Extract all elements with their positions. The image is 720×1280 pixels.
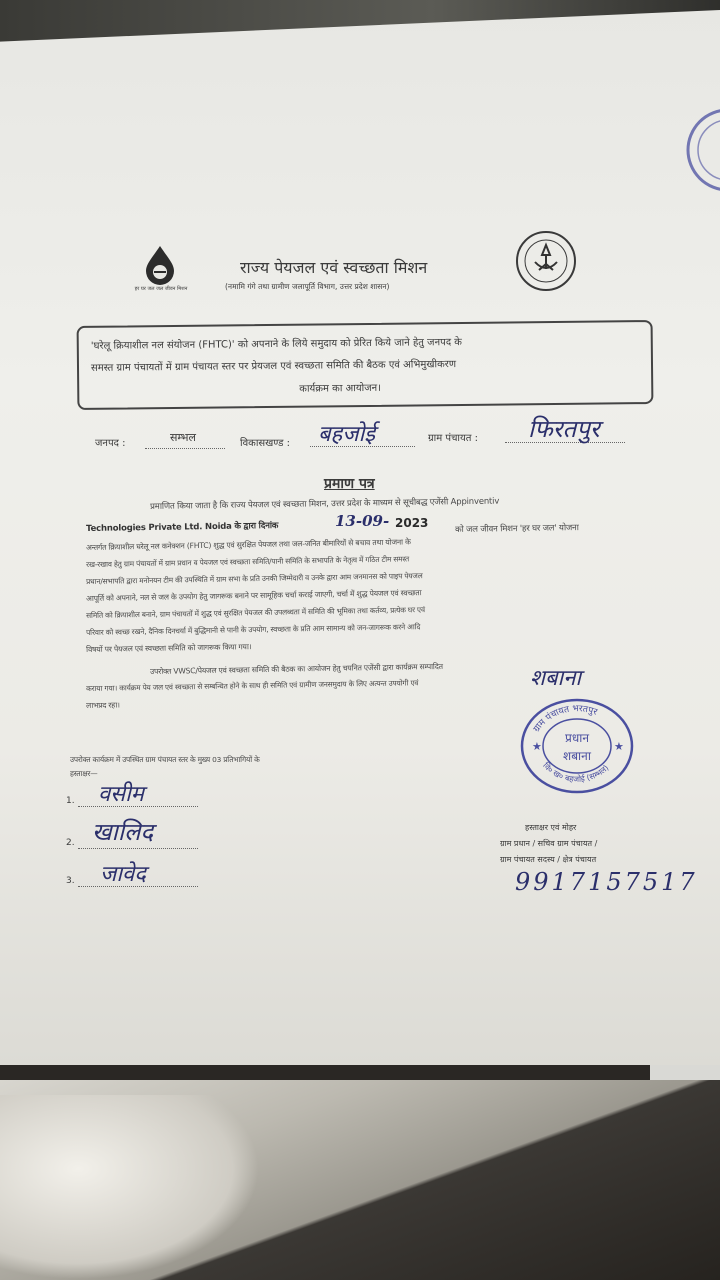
para1-line-8: परिवार को स्वच्छ रखने, दैनिक दिनचर्या में बुद्धिमानी से पानी के उपयोग, स्वच्छता के प्रति आम सामान्य को जन-जागरूक करने आदि (86, 622, 421, 637)
participants-signature-label: हस्ताक्षर— (70, 769, 98, 778)
participant-3-signature: जावेद (100, 862, 146, 887)
participant-2-signature: खालिद (92, 818, 154, 846)
para1-line-1: प्रमाणित किया जाता है कि राज्य पेयजल एवं स्वच्छता मिशन, उत्तर प्रदेश के माध्यम से सूचीबद्ध एजेंसी Appinventiv (150, 496, 500, 512)
para2-line-3: लाभप्रद रहा। (86, 700, 120, 710)
banner-line-2: समस्त ग्राम पंचायतों में ग्राम पंचायत स्तर पर प्रेयजल एवं स्वच्छता समिति की बैठक एवं अभिमुखीकरण (90, 359, 457, 374)
svg-text:★: ★ (614, 740, 624, 753)
janpad-value: सम्भल (170, 431, 196, 444)
pradhan-handwritten-name: शबाना (530, 666, 582, 691)
signature-label-2: ग्राम प्रधान / सचिव ग्राम पंचायत / (500, 839, 598, 848)
para1-line-4: रख-रखाव हेतु ग्राम पंचायतों में ग्राम प्रधान व पेयजल एवं स्वच्छता समिति/पानी समिति के सभापति के नेतृत्व में गठित टीम समस्त (86, 554, 410, 569)
date-handwritten: 13-09- (335, 512, 390, 530)
svg-text:★: ★ (532, 740, 542, 753)
jal-jeevan-mission-logo (140, 244, 180, 292)
stamp-bottom-text: वि० ख० बहजोई (सम्भल) (541, 760, 611, 784)
program-banner (77, 320, 654, 410)
participant-2-number: 2. (66, 838, 75, 848)
stamp-outer-text: ग्राम पंचायत भरतपुर (531, 704, 599, 735)
participants-intro: उपरोक्त कार्यक्रम में उपस्थित ग्राम पंचायत स्तर के मुख्य 03 प्रतिभागियों के (70, 755, 260, 764)
vikaskhand-label: विकासखण्ड : (240, 438, 291, 449)
para1-line-6: आपूर्ति को अपनाने, नल से जल के उपयोग हेतु जागरूक बनाने पर सामूहिक चर्चा कराई जाएगी, चर्चा में शुद्ध पेयजल एवं स्वच्छता (86, 588, 422, 603)
date-year: 2023 (395, 516, 429, 530)
para1-line-3: अन्तर्गत क्रियाशील घरेलू नल कनेक्शन (FHTC) शुद्ध एवं सुरक्षित पेयजल तथा जल-जनित बीमारियों से बचाव तथा योजना के (86, 537, 411, 552)
header-subtitle: (नमामि गंगे तथा ग्रामीण जलापूर्ति विभाग, उत्तर प्रदेश शासन) (225, 282, 390, 291)
participant-3-number: 3. (66, 876, 75, 886)
para2-line-2: कराया गया। कार्यक्रम पेय जल एवं स्वच्छता से सम्बन्धित होने के साथ ही समिति एवं ग्रामीण जनसमुदाय के लिए अत्यन्त उपयोगी एवं (86, 678, 419, 693)
participant-1-signature: वसीम (98, 782, 144, 807)
para1-line-2a: Technologies Private Ltd. Noida के द्वारा दिनांक (86, 520, 279, 534)
para1-line-2b: को जल जीवन मिशन 'हर घर जल' योजना (455, 523, 579, 535)
participant-1-number: 1. (66, 796, 75, 806)
signature-label-3: ग्राम पंचायत सदस्य / क्षेत्र पंचायत (500, 855, 597, 864)
janpad-label: जनपद : (95, 438, 126, 449)
banner-line-3: कार्यक्रम का आयोजन। (299, 382, 382, 395)
gram-panchayat-label: ग्राम पंचायत : (428, 433, 479, 444)
gram-panchayat-stamp (518, 694, 636, 794)
para2-line-1: उपरोक्त VWSC/पेयजल एवं स्वच्छता समिति की बैठक का आयोजन हेतु चयनित एजेंसी द्वारा कार्यक्रम सम्पादित (150, 661, 443, 676)
svg-text:ग्राम पंचायत भरतपुर (532, 704, 599, 734)
stamp-title: प्रधान (565, 731, 589, 745)
left-logo-caption: हर घर जल जल जीवन मिशन (134, 286, 188, 292)
para1-line-9: विषयों पर पेयजल एवं स्वच्छता समिति को जागरूक किया गया। (86, 642, 252, 654)
phone-number-handwritten: 9917157517 (515, 868, 698, 896)
vikaskhand-value: बहजोई (318, 422, 376, 447)
para1-line-5: प्रधान/सभापति द्वारा मनोनयन टीम की उपस्थिति में ग्राम सभा के प्रति उनकी जिम्मेदारी व उनके द्वारा आम जनमानस को पाइप पेयजल (86, 571, 423, 586)
up-government-emblem (515, 230, 577, 292)
banner-line-1: 'घरेलू क्रियाशील नल संयोजन (FHTC)' को अपनाने के लिये समुदाय को प्रेरित किये जाने हेतु जनपद के (90, 336, 463, 352)
corner-stamp-fragment (680, 105, 720, 195)
fabric-fold (0, 1095, 260, 1280)
para1-line-7: समिति को क्रियाशील बनाने, ग्राम पंचायतों में शुद्ध एवं सुरक्षित पेयजल की उपलब्धता में समिति की भूमिका तथा कर्तव्य, प्रत्येक घर एवं (86, 605, 425, 620)
stamp-name: शबाना (563, 749, 591, 763)
signature-label-1: हस्ताक्षर एवं मोहर (525, 823, 577, 832)
certificate-heading: प्रमाण पत्र (324, 476, 375, 492)
header-title: राज्य पेयजल एवं स्वच्छता मिशन (240, 258, 428, 277)
gram-panchayat-value: फिरतपुर (528, 415, 600, 443)
